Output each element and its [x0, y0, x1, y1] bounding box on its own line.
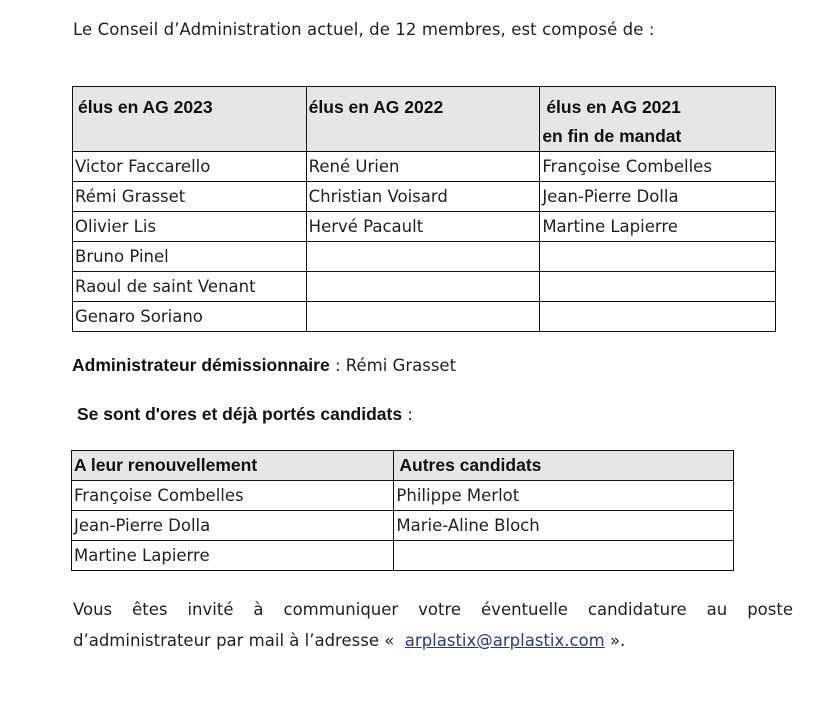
table-row — [73, 302, 776, 332]
table-row — [73, 272, 776, 302]
table-cell — [540, 272, 776, 302]
table-cell: Christian Voisard — [306, 182, 540, 212]
resignation-name: Rémi Grasset — [345, 356, 457, 375]
table-row — [73, 182, 776, 212]
board-table-header-row — [73, 87, 776, 152]
header-ag-2022 — [306, 87, 540, 152]
board-members-table — [72, 86, 776, 332]
resignation-line — [72, 355, 456, 376]
table-row — [73, 212, 776, 242]
header-ag-2023-label: élus en AG 2023 — [78, 97, 213, 117]
header-other-candidates: Autres candidats — [394, 451, 734, 481]
table-cell — [306, 242, 540, 272]
candidates-heading-separator: : — [402, 405, 413, 424]
table-cell — [540, 242, 776, 272]
header-ag-2022-label: élus en AG 2022 — [308, 97, 444, 117]
candidates-table-header-row — [72, 451, 734, 481]
table-row — [72, 541, 734, 571]
table-cell: Hervé Pacault — [306, 212, 540, 242]
table-cell: Victor Faccarello — [73, 152, 307, 182]
table-cell: Philippe Merlot — [394, 481, 734, 511]
header-renewal: A leur renouvellement — [72, 451, 394, 481]
closing-paragraph — [73, 594, 799, 656]
closing-text-after: ». — [604, 631, 626, 650]
email-link[interactable]: arplastix@arplastix.com — [404, 631, 605, 650]
header-ag-2023 — [73, 87, 307, 152]
table-row — [72, 481, 734, 511]
table-cell: Martine Lapierre — [540, 212, 776, 242]
resignation-label: Administrateur démissionnaire — [72, 355, 330, 375]
table-cell: Genaro Soriano — [73, 302, 307, 332]
table-cell: Jean-Pierre Dolla — [540, 182, 776, 212]
candidates-heading — [77, 404, 413, 425]
table-cell: Jean-Pierre Dolla — [72, 511, 394, 541]
table-cell: Marie-Aline Bloch — [394, 511, 734, 541]
resignation-separator: : — [329, 356, 346, 375]
table-cell — [306, 302, 540, 332]
table-cell: Bruno Pinel — [73, 242, 307, 272]
closing-text-before: Vous êtes invité à communiquer votre éventuelle candidature au poste d’administrateur par mail à l’adresse « — [73, 600, 799, 650]
table-cell: Françoise Combelles — [72, 481, 394, 511]
header-ag-2021-sublabel: en fin de mandat — [542, 126, 682, 146]
candidates-heading-label: Se sont d'ores et déjà portés candidats — [77, 404, 403, 424]
intro-text: Le Conseil d’Administration actuel, de 12 membres, est composé de : — [73, 20, 655, 39]
table-cell — [394, 541, 734, 571]
table-cell: Martine Lapierre — [72, 541, 394, 571]
table-cell: Rémi Grasset — [73, 182, 307, 212]
header-ag-2021 — [540, 87, 776, 152]
table-cell: René Urien — [306, 152, 540, 182]
table-cell: Olivier Lis — [73, 212, 307, 242]
table-row — [73, 152, 776, 182]
candidates-table — [71, 450, 734, 571]
header-ag-2021-label: élus en AG 2021 — [546, 97, 681, 117]
table-cell — [306, 272, 540, 302]
table-cell — [540, 302, 776, 332]
table-row — [72, 511, 734, 541]
table-row — [73, 242, 776, 272]
table-cell: Françoise Combelles — [540, 152, 776, 182]
table-cell: Raoul de saint Venant — [73, 272, 307, 302]
